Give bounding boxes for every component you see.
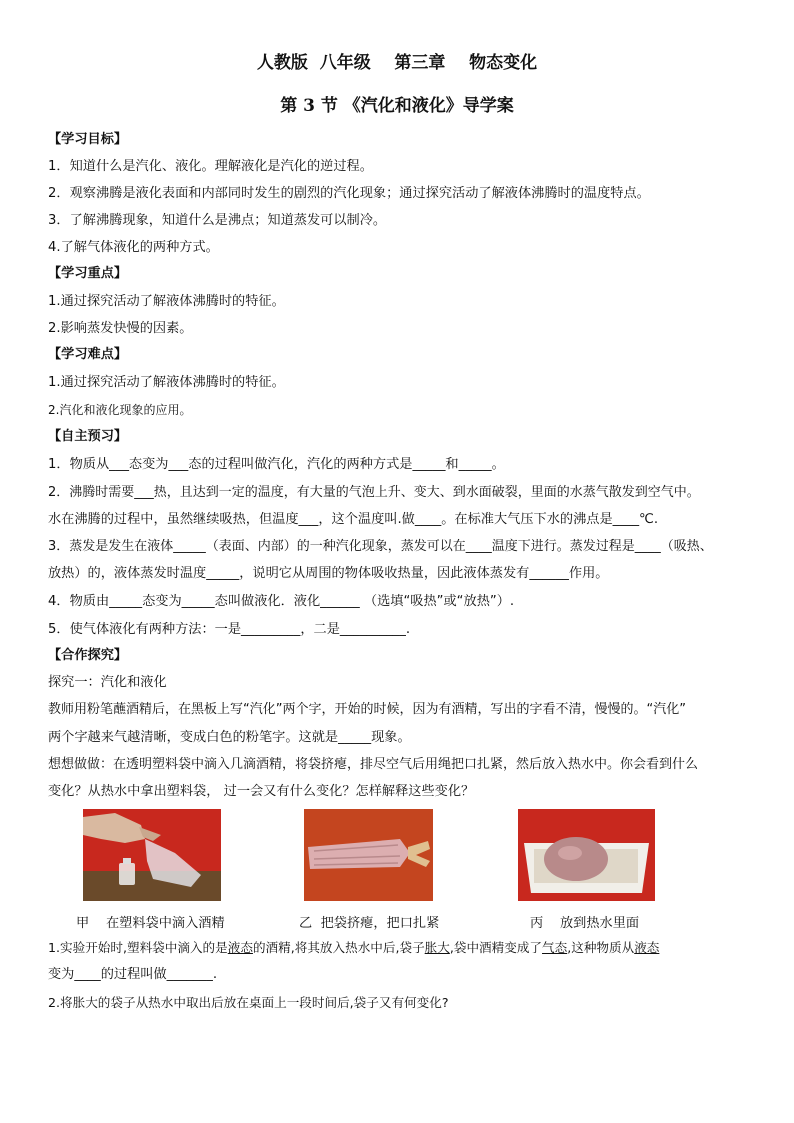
key-point-item: 2.影响蒸发快慢的因素。: [48, 321, 193, 336]
goal-item: 3．了解沸腾现象，知道什么是沸点；知道蒸发可以制冷。: [48, 213, 387, 228]
photo-caption: 甲 在塑料袋中滴入酒精: [76, 916, 225, 931]
question-1-continued: 变为____的过程叫做_______.: [48, 967, 218, 982]
answer-liquid: 液态: [634, 940, 660, 955]
answer-gas: 气态: [542, 940, 568, 955]
section-heading-goals: 【学习目标】: [48, 132, 128, 147]
question-2: 2.将胀大的袋子从热水中取出后放在桌面上一段时间后,袋子又有何变化?: [48, 995, 449, 1010]
preview-item: 1．物质从___态变为___态的过程叫做汽化，汽化的两种方式是_____和_____。: [48, 457, 505, 472]
explore-title: 探究一：汽化和液化: [48, 675, 167, 690]
answer-expand: 胀大: [424, 940, 450, 955]
question-1-text: 1.实验开始时,塑料袋中滴入的是: [48, 940, 228, 955]
goal-item: 2．观察沸腾是液化表面和内部同时发生的剧烈的汽化现象；通过探究活动了解液体沸腾时的温度特点。: [48, 186, 650, 201]
explore-paragraph: 教师用粉笔蘸酒精后，在黑板上写“汽化”两个字，开始的时候，因为有酒精，写出的字看不清，慢慢的。“汽化”: [48, 702, 686, 717]
preview-item: 4．物质由_____态变为_____态叫做液化．液化______ （选填“吸热”或“放热”）.: [48, 594, 515, 609]
preview-item: 3．蒸发是发生在液体_____（表面、内部）的一种汽化现象，蒸发可以在____温度下进行。蒸发过程是____（吸热、: [48, 539, 713, 554]
question-1-text: ,袋中酒精变成了: [449, 940, 543, 955]
section-heading-preview: 【自主预习】: [48, 429, 128, 444]
preview-item: 5．使气体液化有两种方法：一是_________，二是__________.: [48, 622, 411, 637]
goal-item: 1．知道什么是汽化、液化。理解液化是汽化的逆过程。: [48, 159, 373, 174]
difficulty-item: 2.汽化和液化现象的应用。: [48, 403, 192, 417]
photo-squeezed-bag: [304, 809, 433, 901]
photo-dropping-alcohol-image: [83, 809, 221, 901]
explore-paragraph: 变化？从热水中拿出塑料袋， 过一会又有什么变化？怎样解释这些变化？: [48, 784, 475, 799]
question-1: [48, 939, 768, 957]
explore-paragraph: 想想做做：在透明塑料袋中滴入几滴酒精，将袋挤瘪，排尽空气后用绳把口扎紧，然后放入热水中。你会看到什么: [48, 757, 699, 772]
preview-item: 2．沸腾时需要___热，且达到一定的温度，有大量的气泡上升、变大、到水面破裂，里面的水蒸气散发到空气中。: [48, 485, 700, 500]
page-title: 人教版 八年级 第三章 物态变化: [256, 53, 538, 73]
preview-item: 水在沸腾的过程中，虽然继续吸热，但温度___，这个温度叫.做____。在标准大气压下水的沸点是____℃.: [48, 512, 659, 527]
section-heading-difficulties: 【学习难点】: [48, 347, 128, 362]
explore-paragraph: 两个字越来气越清晰，变成白色的粉笔字。这就是_____现象。: [48, 730, 411, 745]
goal-item: 4.了解气体液化的两种方式。: [48, 240, 219, 255]
photo-caption: 乙 把袋挤瘪，把口扎紧: [299, 916, 440, 931]
question-1-text: ,这种物质从: [567, 940, 635, 955]
photo-bag-in-hot-water-image: [518, 809, 655, 901]
question-1-text: 的酒精,将其放入热水中后,袋子: [252, 940, 425, 955]
page-subtitle: 第 3 节 《汽化和液化》导学案: [280, 96, 514, 116]
answer-liquid: 液态: [227, 940, 253, 955]
key-point-item: 1.通过探究活动了解液体沸腾时的特征。: [48, 294, 285, 309]
difficulty-item: 1.通过探究活动了解液体沸腾时的特征。: [48, 375, 285, 390]
photo-bag-in-hot-water: [518, 809, 655, 901]
photo-caption: 丙 放到热水里面: [530, 916, 640, 931]
section-heading-key-points: 【学习重点】: [48, 266, 128, 281]
section-heading-explore: 【合作探究】: [48, 648, 128, 663]
photo-dropping-alcohol: [83, 809, 221, 901]
preview-item: 放热）的，液体蒸发时温度_____，说明它从周围的物体吸收热量，因此液体蒸发有______作用。: [48, 566, 609, 581]
photo-squeezed-bag-image: [304, 809, 433, 901]
